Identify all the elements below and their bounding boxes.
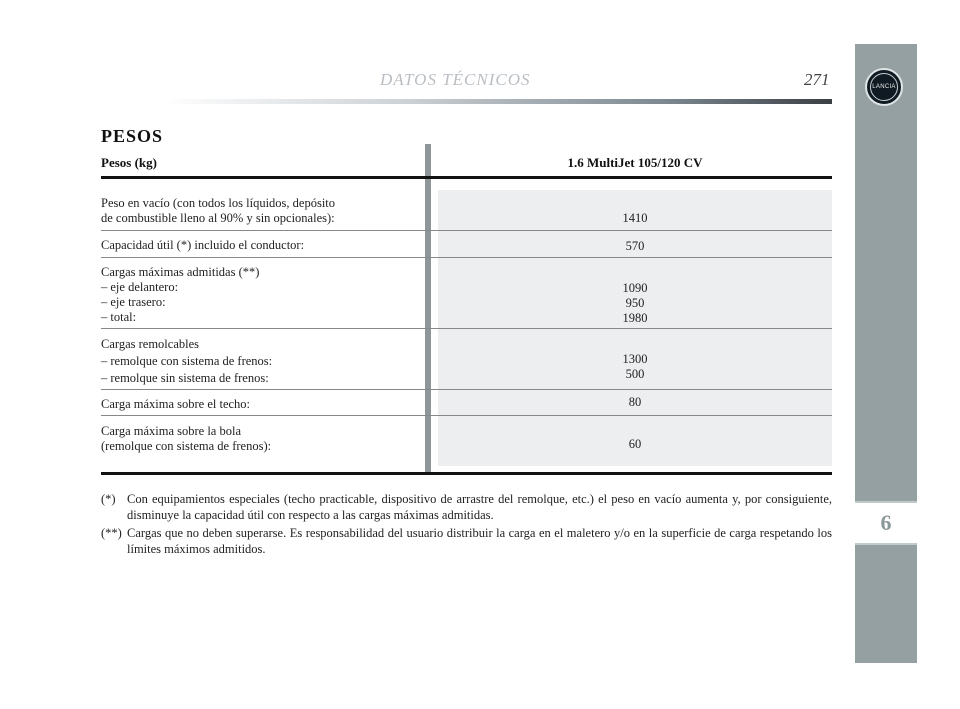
footnote-double-asterisk: (**) Cargas que no deben superarse. Es responsabilidad del usuario distribuir la carga en el maletero y/o en la superficie de carga respetando los límites máximos admitidos. [101,526,832,556]
page-number: 271 [804,70,830,89]
section-title: PESOS [101,126,164,146]
header-divider [160,99,832,104]
row-divider [101,257,832,258]
chapter-side-tab [855,44,917,663]
row-label-towable-loads: Cargas remolcables – remolque con sistema de frenos: – remolque sin sistema de frenos: [101,337,273,385]
brand-logo-icon [865,68,903,106]
row-label-max-loads: Cargas máximas admitidas (**) – eje delantero: – eje trasero: – total: [101,265,260,324]
brand-logo-text: LANCIA [870,73,898,101]
running-header-title: DATOS TÉCNICOS [380,70,531,89]
row-value-towable-loads: 1300 500 [622,352,648,381]
row-value-roof-load: 80 [628,395,642,409]
table-top-rule [101,176,832,179]
row-label-towball-load: Carga máxima sobre la bola (remolque con sistema de frenos): [101,424,272,453]
row-divider [101,389,832,390]
row-label-useful-capacity: Capacidad útil (*) incluido el conductor: [101,238,305,252]
row-value-empty-weight: 1410 [622,211,648,225]
row-value-max-loads: 1090 950 1980 [622,281,648,325]
table-header-left: Pesos (kg) [101,155,157,170]
row-label-roof-load: Carga máxima sobre el techo: [101,397,251,411]
row-value-useful-capacity: 570 [625,239,645,253]
table-header-right: 1.6 MultiJet 105/120 CV [567,155,703,170]
table-bottom-rule [101,472,832,475]
footnote-single-asterisk: (*) Con equipamientos especiales (techo practicable, dispositivo de arrastre del remolque, etc.) el peso en vacío aumenta y, por consiguiente, disminuye la capacidad útil con respecto a las cargas máximas admitidas. [101,492,832,522]
column-separator [425,144,431,474]
chapter-number: 6 [855,501,917,545]
row-divider [101,328,832,329]
row-label-empty-weight: Peso en vacío (con todos los líquidos, depósito de combustible lleno al 90% y sin opcionales): [101,196,336,225]
row-divider [101,230,832,231]
row-divider [101,415,832,416]
row-value-towball-load: 60 [628,437,642,451]
